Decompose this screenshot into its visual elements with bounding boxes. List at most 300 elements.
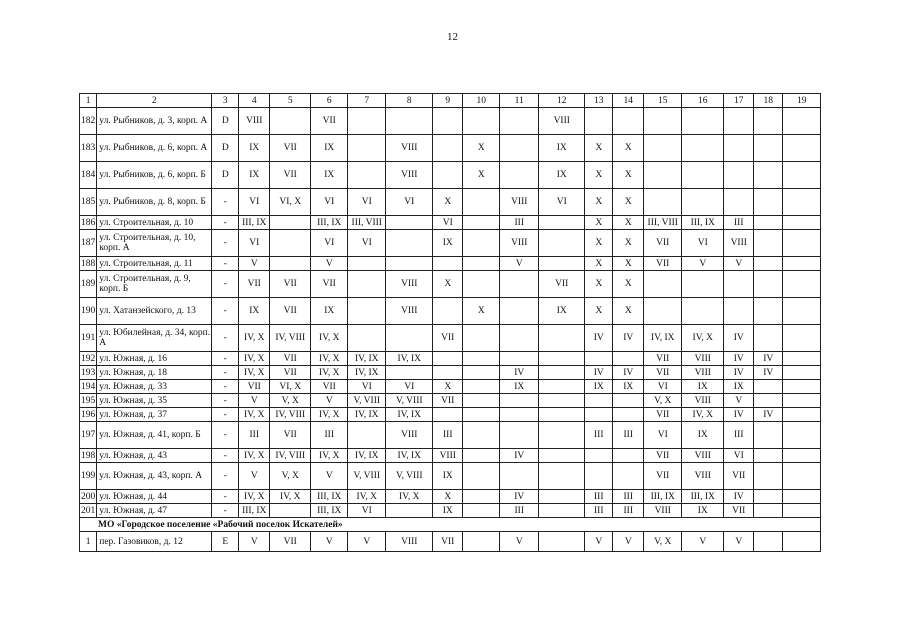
value-cell — [585, 108, 613, 135]
value-cell: IV, IX — [644, 325, 682, 352]
value-cell — [348, 108, 386, 135]
table-row — [80, 490, 821, 504]
value-cell — [644, 108, 682, 135]
value-cell — [386, 257, 433, 271]
value-cell — [783, 380, 821, 394]
value-cell — [539, 408, 585, 422]
row-number: 201 — [81, 505, 96, 516]
value-cell — [613, 108, 644, 135]
value-cell — [433, 366, 463, 380]
value-cell: IX — [239, 135, 270, 162]
value-cell: IV, X — [239, 449, 270, 463]
value-cell — [644, 162, 682, 189]
value-cell — [783, 490, 821, 504]
value-cell — [463, 449, 500, 463]
value-cell — [463, 108, 500, 135]
value-cell: VIII — [500, 189, 539, 216]
table-row — [80, 135, 821, 162]
column-header: 2 — [97, 94, 212, 108]
value-cell: III, IX — [239, 504, 270, 518]
value-cell: V, X — [644, 532, 682, 552]
value-cell — [783, 230, 821, 257]
value-cell: IV, X — [348, 490, 386, 504]
address-cell: ул. Юбилейная, д. 34, корп. А — [97, 325, 212, 352]
value-cell — [463, 394, 500, 408]
value-cell — [585, 408, 613, 422]
column-header: 1 — [80, 94, 97, 108]
value-cell — [463, 366, 500, 380]
value-cell — [270, 257, 311, 271]
address-cell: ул. Хатанзейского, д. 13 — [97, 298, 212, 325]
value-cell: III — [239, 422, 270, 449]
value-cell: IV — [754, 408, 783, 422]
value-cell: III — [585, 490, 613, 504]
value-cell: VII — [644, 366, 682, 380]
value-cell — [539, 216, 585, 230]
value-cell — [783, 257, 821, 271]
value-cell: IV, IX — [348, 449, 386, 463]
value-cell: - — [212, 504, 239, 518]
column-header: 11 — [500, 94, 539, 108]
value-cell — [754, 463, 783, 490]
value-cell: VIII — [644, 504, 682, 518]
value-cell: IV, X — [682, 325, 724, 352]
value-cell: VIII — [682, 352, 724, 366]
column-header: 13 — [585, 94, 613, 108]
column-header: 3 — [212, 94, 239, 108]
value-cell — [433, 135, 463, 162]
value-cell: VII — [433, 394, 463, 408]
value-cell — [783, 449, 821, 463]
address-cell: ул. Южная, д. 16 — [97, 352, 212, 366]
table-row — [80, 380, 821, 394]
address-cell: ул. Южная, д. 37 — [97, 408, 212, 422]
value-cell: IV, X — [386, 490, 433, 504]
value-cell: IV — [500, 449, 539, 463]
value-cell — [500, 108, 539, 135]
value-cell: V — [500, 257, 539, 271]
value-cell: IV, X — [311, 408, 348, 422]
address-cell: ул. Строительная, д. 9, корп. Б — [97, 271, 212, 298]
value-cell: III — [613, 504, 644, 518]
value-cell — [585, 352, 613, 366]
value-cell: X — [613, 162, 644, 189]
value-cell: VII — [239, 271, 270, 298]
value-cell: IV, X — [239, 490, 270, 504]
table-row — [80, 449, 821, 463]
value-cell: III, IX — [239, 216, 270, 230]
value-cell: VIII — [239, 108, 270, 135]
value-cell — [754, 504, 783, 518]
row-number: 198 — [81, 450, 96, 461]
value-cell: IX — [539, 298, 585, 325]
value-cell — [613, 408, 644, 422]
column-header: 18 — [754, 94, 783, 108]
value-cell — [270, 108, 311, 135]
value-cell: X — [585, 135, 613, 162]
column-header: 17 — [724, 94, 754, 108]
value-cell: IV, X — [682, 408, 724, 422]
column-header: 6 — [311, 94, 348, 108]
value-cell: III, IX — [311, 490, 348, 504]
table-row — [80, 162, 821, 189]
value-cell: - — [212, 189, 239, 216]
value-cell: V, X — [644, 394, 682, 408]
value-cell: - — [212, 366, 239, 380]
value-cell: IX — [539, 135, 585, 162]
value-cell: VI — [239, 230, 270, 257]
value-cell — [539, 532, 585, 552]
value-cell: VIII — [500, 230, 539, 257]
value-cell: VII — [644, 463, 682, 490]
table-row — [80, 189, 821, 216]
value-cell: IX — [682, 422, 724, 449]
column-header: 7 — [348, 94, 386, 108]
value-cell — [463, 532, 500, 552]
value-cell: IV, X — [239, 325, 270, 352]
column-header: 12 — [539, 94, 585, 108]
value-cell — [783, 366, 821, 380]
value-cell: IX — [682, 380, 724, 394]
value-cell: VII — [644, 408, 682, 422]
page-number: 12 — [447, 31, 458, 43]
value-cell: V — [682, 257, 724, 271]
value-cell: D — [212, 162, 239, 189]
value-cell: VII — [311, 108, 348, 135]
table-row — [80, 108, 821, 135]
value-cell — [724, 298, 754, 325]
column-header: 4 — [239, 94, 270, 108]
value-cell — [500, 394, 539, 408]
value-cell: IV — [613, 325, 644, 352]
value-cell: VIII — [433, 449, 463, 463]
value-cell: IV — [500, 490, 539, 504]
value-cell — [463, 422, 500, 449]
value-cell: IX — [311, 298, 348, 325]
value-cell — [433, 298, 463, 325]
column-header: 16 — [682, 94, 724, 108]
value-cell: X — [585, 257, 613, 271]
address-cell: ул. Рыбников, д. 6, корп. А — [97, 135, 212, 162]
value-cell: VII — [311, 271, 348, 298]
value-cell: - — [212, 352, 239, 366]
value-cell — [754, 257, 783, 271]
value-cell: IV — [500, 366, 539, 380]
value-cell: V, X — [270, 394, 311, 408]
value-cell: X — [585, 216, 613, 230]
address-cell: ул. Южная, д. 33 — [97, 380, 212, 394]
value-cell: V, VIII — [348, 394, 386, 408]
value-cell: VIII — [386, 422, 433, 449]
value-cell: X — [433, 380, 463, 394]
value-cell — [463, 352, 500, 366]
value-cell: VI — [348, 189, 386, 216]
value-cell: V — [724, 394, 754, 408]
value-cell: IV — [754, 352, 783, 366]
value-cell: IX — [433, 463, 463, 490]
value-cell: D — [212, 135, 239, 162]
value-cell — [348, 135, 386, 162]
row-number: 200 — [81, 491, 96, 502]
value-cell — [270, 216, 311, 230]
value-cell — [539, 380, 585, 394]
value-cell: IV — [613, 366, 644, 380]
value-cell — [463, 490, 500, 504]
value-cell: X — [585, 271, 613, 298]
value-cell: IV, X — [270, 490, 311, 504]
column-header: 9 — [433, 94, 463, 108]
value-cell — [463, 230, 500, 257]
value-cell: - — [212, 408, 239, 422]
value-cell: - — [212, 422, 239, 449]
column-header: 19 — [783, 94, 821, 108]
value-cell: III — [500, 504, 539, 518]
value-cell: IV, X — [311, 325, 348, 352]
value-cell — [500, 422, 539, 449]
row-number: 182 — [80, 108, 97, 135]
address-cell: ул. Южная, д. 35 — [97, 394, 212, 408]
value-cell: VII — [239, 380, 270, 394]
value-cell — [724, 108, 754, 135]
value-cell — [386, 216, 433, 230]
value-cell — [539, 504, 585, 518]
row-number: 187 — [80, 230, 97, 257]
value-cell: IV — [724, 352, 754, 366]
value-cell: IV, X — [311, 366, 348, 380]
value-cell — [433, 108, 463, 135]
value-cell — [754, 162, 783, 189]
value-cell — [433, 257, 463, 271]
value-cell: IV — [724, 325, 754, 352]
value-cell — [783, 162, 821, 189]
value-cell — [724, 189, 754, 216]
value-cell — [500, 408, 539, 422]
value-cell: IV, X — [239, 408, 270, 422]
value-cell — [433, 162, 463, 189]
value-cell: - — [212, 216, 239, 230]
value-cell: VI — [348, 504, 386, 518]
value-cell: IV, VIII — [270, 408, 311, 422]
column-header: 14 — [613, 94, 644, 108]
value-cell: IV, IX — [386, 449, 433, 463]
section-title: МО «Городское поселение «Рабочий поселок Искателей» — [80, 518, 821, 532]
row-number: 183 — [80, 135, 97, 162]
table-row — [80, 532, 821, 552]
value-cell: VII — [433, 325, 463, 352]
value-cell: IX — [311, 135, 348, 162]
value-cell — [386, 366, 433, 380]
value-cell: IX — [433, 230, 463, 257]
value-cell — [754, 380, 783, 394]
value-cell: IV, IX — [386, 408, 433, 422]
value-cell — [644, 135, 682, 162]
value-cell — [613, 463, 644, 490]
row-number: 192 — [81, 353, 96, 364]
value-cell — [348, 325, 386, 352]
value-cell: X — [613, 216, 644, 230]
value-cell: V — [311, 257, 348, 271]
value-cell: III, IX — [311, 216, 348, 230]
row-number: 191 — [80, 325, 97, 352]
value-cell — [613, 449, 644, 463]
table-row — [80, 504, 821, 518]
value-cell: VII — [644, 230, 682, 257]
address-cell: ул. Рыбников, д. 8, корп. Б — [97, 189, 212, 216]
column-header: 10 — [463, 94, 500, 108]
value-cell: IX — [682, 504, 724, 518]
value-cell: - — [212, 271, 239, 298]
value-cell: IX — [239, 298, 270, 325]
address-cell: ул. Рыбников, д. 6, корп. Б — [97, 162, 212, 189]
value-cell — [500, 298, 539, 325]
value-cell: - — [212, 380, 239, 394]
value-cell: X — [585, 162, 613, 189]
value-cell: III, IX — [311, 504, 348, 518]
value-cell — [783, 463, 821, 490]
value-cell: X — [613, 271, 644, 298]
value-cell: V — [724, 532, 754, 552]
row-number: 1 — [80, 532, 97, 552]
value-cell — [348, 271, 386, 298]
value-cell: VII — [270, 422, 311, 449]
value-cell: III — [613, 422, 644, 449]
value-cell: VII — [311, 380, 348, 394]
value-cell: VIII — [682, 463, 724, 490]
value-cell: IV — [585, 325, 613, 352]
value-cell: VIII — [386, 135, 433, 162]
value-cell: VII — [644, 257, 682, 271]
value-cell — [539, 352, 585, 366]
value-cell: VI — [311, 230, 348, 257]
value-cell: VI — [386, 380, 433, 394]
table-row — [80, 216, 821, 230]
value-cell: IX — [539, 162, 585, 189]
value-cell: VII — [644, 449, 682, 463]
value-cell — [724, 162, 754, 189]
value-cell — [783, 532, 821, 552]
value-cell — [348, 257, 386, 271]
value-cell — [682, 135, 724, 162]
schedule-table — [79, 93, 821, 552]
value-cell — [585, 394, 613, 408]
table-row — [80, 298, 821, 325]
value-cell: III, IX — [644, 490, 682, 504]
value-cell — [644, 271, 682, 298]
row-number: 188 — [81, 258, 96, 269]
value-cell — [386, 108, 433, 135]
value-cell: V — [239, 394, 270, 408]
value-cell: V — [724, 257, 754, 271]
value-cell: VIII — [724, 230, 754, 257]
table-row — [80, 422, 821, 449]
row-number: 195 — [81, 395, 96, 406]
value-cell — [783, 408, 821, 422]
address-cell: ул. Южная, д. 43 — [97, 449, 212, 463]
value-cell: VI, X — [270, 189, 311, 216]
value-cell — [433, 352, 463, 366]
value-cell: X — [613, 230, 644, 257]
value-cell: IX — [724, 380, 754, 394]
row-number: 190 — [80, 298, 97, 325]
value-cell — [754, 490, 783, 504]
value-cell — [754, 298, 783, 325]
value-cell: X — [613, 298, 644, 325]
value-cell: VII — [270, 162, 311, 189]
value-cell: IV, X — [311, 352, 348, 366]
value-cell — [783, 108, 821, 135]
table-row — [80, 463, 821, 490]
value-cell: IV — [724, 490, 754, 504]
value-cell: IV, IX — [348, 352, 386, 366]
value-cell: VII — [270, 352, 311, 366]
value-cell — [539, 422, 585, 449]
value-cell — [386, 504, 433, 518]
value-cell: VII — [270, 532, 311, 552]
value-cell — [783, 394, 821, 408]
value-cell — [433, 408, 463, 422]
value-cell: IV, X — [311, 449, 348, 463]
value-cell: - — [212, 394, 239, 408]
value-cell — [463, 463, 500, 490]
value-cell: VI — [239, 189, 270, 216]
value-cell — [754, 189, 783, 216]
value-cell: VI — [644, 422, 682, 449]
value-cell: VIII — [539, 108, 585, 135]
value-cell — [500, 162, 539, 189]
value-cell: X — [585, 298, 613, 325]
value-cell — [783, 189, 821, 216]
value-cell: VI — [386, 189, 433, 216]
value-cell — [613, 352, 644, 366]
table-row — [80, 394, 821, 408]
value-cell — [463, 216, 500, 230]
value-cell: V, VIII — [386, 463, 433, 490]
value-cell: VIII — [386, 162, 433, 189]
value-cell: III — [613, 490, 644, 504]
value-cell — [754, 271, 783, 298]
value-cell — [500, 325, 539, 352]
value-cell — [539, 449, 585, 463]
value-cell — [754, 108, 783, 135]
value-cell: IV — [724, 408, 754, 422]
value-cell: VIII — [682, 394, 724, 408]
value-cell: III — [311, 422, 348, 449]
value-cell: IV — [724, 366, 754, 380]
value-cell: III, VIII — [348, 216, 386, 230]
table-row — [80, 352, 821, 366]
value-cell: V, VIII — [348, 463, 386, 490]
value-cell: V — [239, 257, 270, 271]
value-cell — [783, 271, 821, 298]
address-cell: ул. Строительная, д. 10, корп. А — [97, 230, 212, 257]
address-cell: ул. Южная, д. 43, корп. А — [97, 463, 212, 490]
address-cell: пер. Газовиков, д. 12 — [97, 532, 212, 552]
value-cell — [500, 135, 539, 162]
value-cell: E — [212, 532, 239, 552]
value-cell: VIII — [386, 271, 433, 298]
value-cell — [500, 352, 539, 366]
value-cell: - — [212, 298, 239, 325]
value-cell: III — [433, 422, 463, 449]
value-cell — [585, 463, 613, 490]
value-cell: - — [212, 463, 239, 490]
address-cell: ул. Южная, д. 44 — [97, 490, 212, 504]
value-cell — [539, 230, 585, 257]
value-cell — [386, 325, 433, 352]
value-cell — [754, 230, 783, 257]
value-cell — [539, 257, 585, 271]
value-cell — [783, 298, 821, 325]
